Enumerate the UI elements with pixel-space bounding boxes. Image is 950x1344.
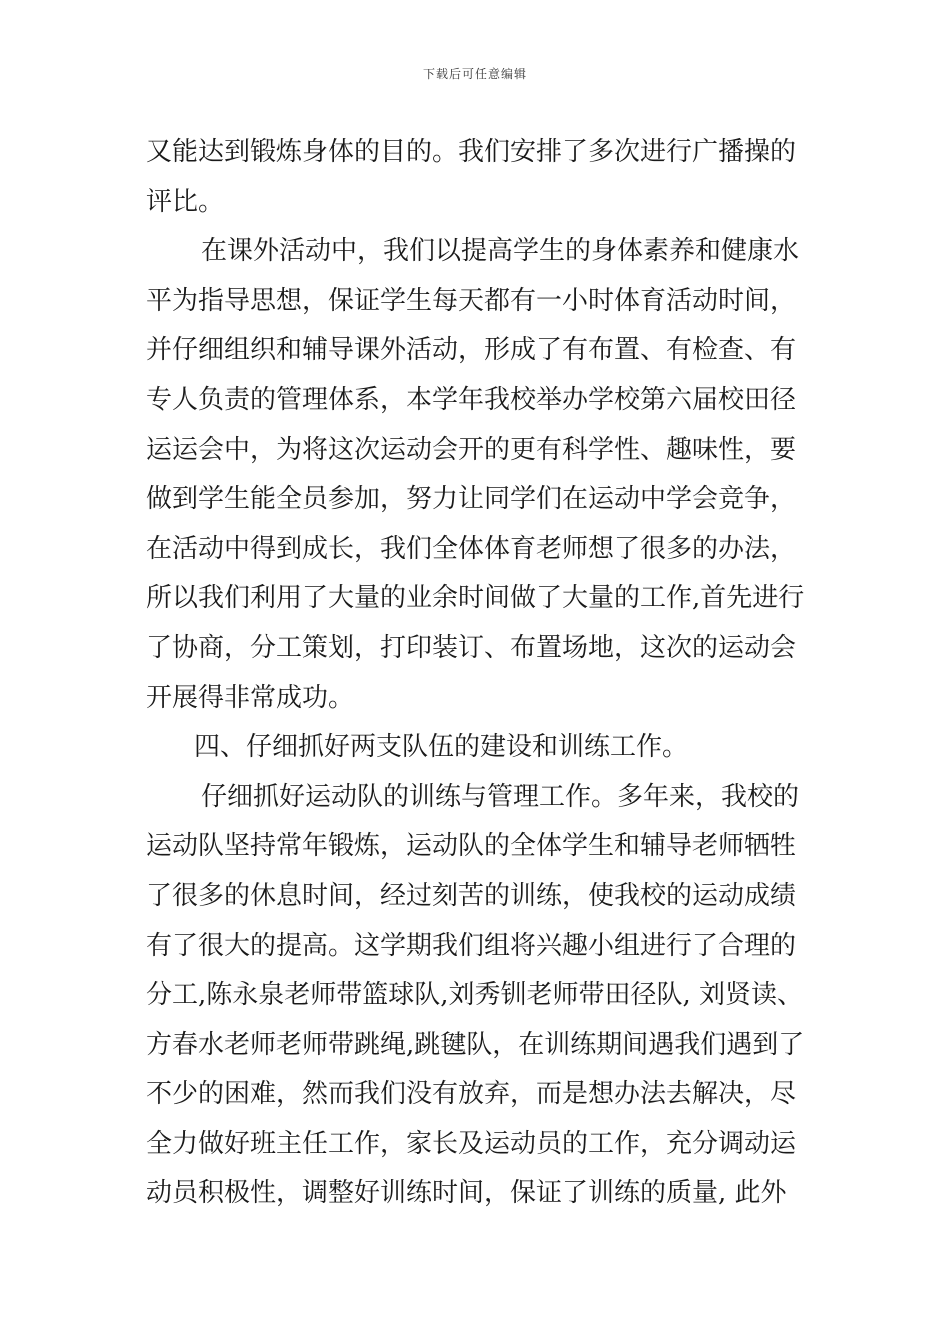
section-heading: 四、仔细抓好两支队伍的建设和训练工作。 bbox=[194, 732, 689, 763]
text-line: 不少的困难，然而我们没有放弃，而是想办法去解决，尽 bbox=[146, 1079, 797, 1110]
text-line: 了协商，分工策划，打印装订、布置场地，这次的运动会 bbox=[146, 632, 797, 663]
text-line: 所以我们利用了大量的业余时间做了大量的工作,首先进行 bbox=[146, 583, 805, 614]
text-line: 专人负责的管理体系，本学年我校举办学校第六届校田径 bbox=[146, 384, 797, 415]
text-line: 全力做好班主任工作，家长及运动员的工作，充分调动运 bbox=[146, 1128, 797, 1159]
text-line: 平为指导思想，保证学生每天都有一小时体育活动时间， bbox=[146, 285, 797, 316]
text-line: 方春水老师老师带跳绳,跳毽队，在训练期间遇我们遇到了 bbox=[146, 1029, 805, 1060]
text-line: 评比。 bbox=[146, 186, 225, 217]
text-line: 分工,陈永泉老师带篮球队,刘秀钏老师带田径队, 刘贤读、 bbox=[146, 980, 804, 1011]
text-line: 运运会中，为将这次运动会开的更有科学性、趣味性，要 bbox=[146, 434, 797, 465]
text-line: 运动队坚持常年锻炼，运动队的全体学生和辅导老师牺牲 bbox=[146, 831, 797, 862]
text-line: 开展得非常成功。 bbox=[146, 682, 355, 713]
header-note: 下载后可任意编辑 bbox=[422, 67, 527, 81]
text-line: 做到学生能全员参加，努力让同学们在运动中学会竞争， bbox=[146, 484, 797, 515]
body-text bbox=[146, 128, 816, 1219]
text-line: 了很多的休息时间，经过刻苦的训练，使我校的运动成绩 bbox=[146, 880, 797, 911]
text-line: 有了很大的提高。这学期我们组将兴趣小组进行了合理的 bbox=[146, 930, 797, 961]
text-line: 并仔细组织和辅导课外活动，形成了有布置、有检查、有 bbox=[146, 335, 797, 366]
text-line: 动员积极性，调整好训练时间，保证了训练的质量, 此外 bbox=[146, 1178, 787, 1209]
text-line: 又能达到锻炼身体的目的。我们安排了多次进行广播操的 bbox=[146, 137, 797, 167]
paragraph-start-line: 在课外活动中，我们以提高学生的身体素养和健康水 bbox=[201, 236, 800, 267]
paragraph-start-line: 仔细抓好运动队的训练与管理工作。多年来，我校的 bbox=[201, 781, 800, 812]
text-line: 在活动中得到成长，我们全体体育老师想了很多的办法， bbox=[146, 533, 797, 564]
